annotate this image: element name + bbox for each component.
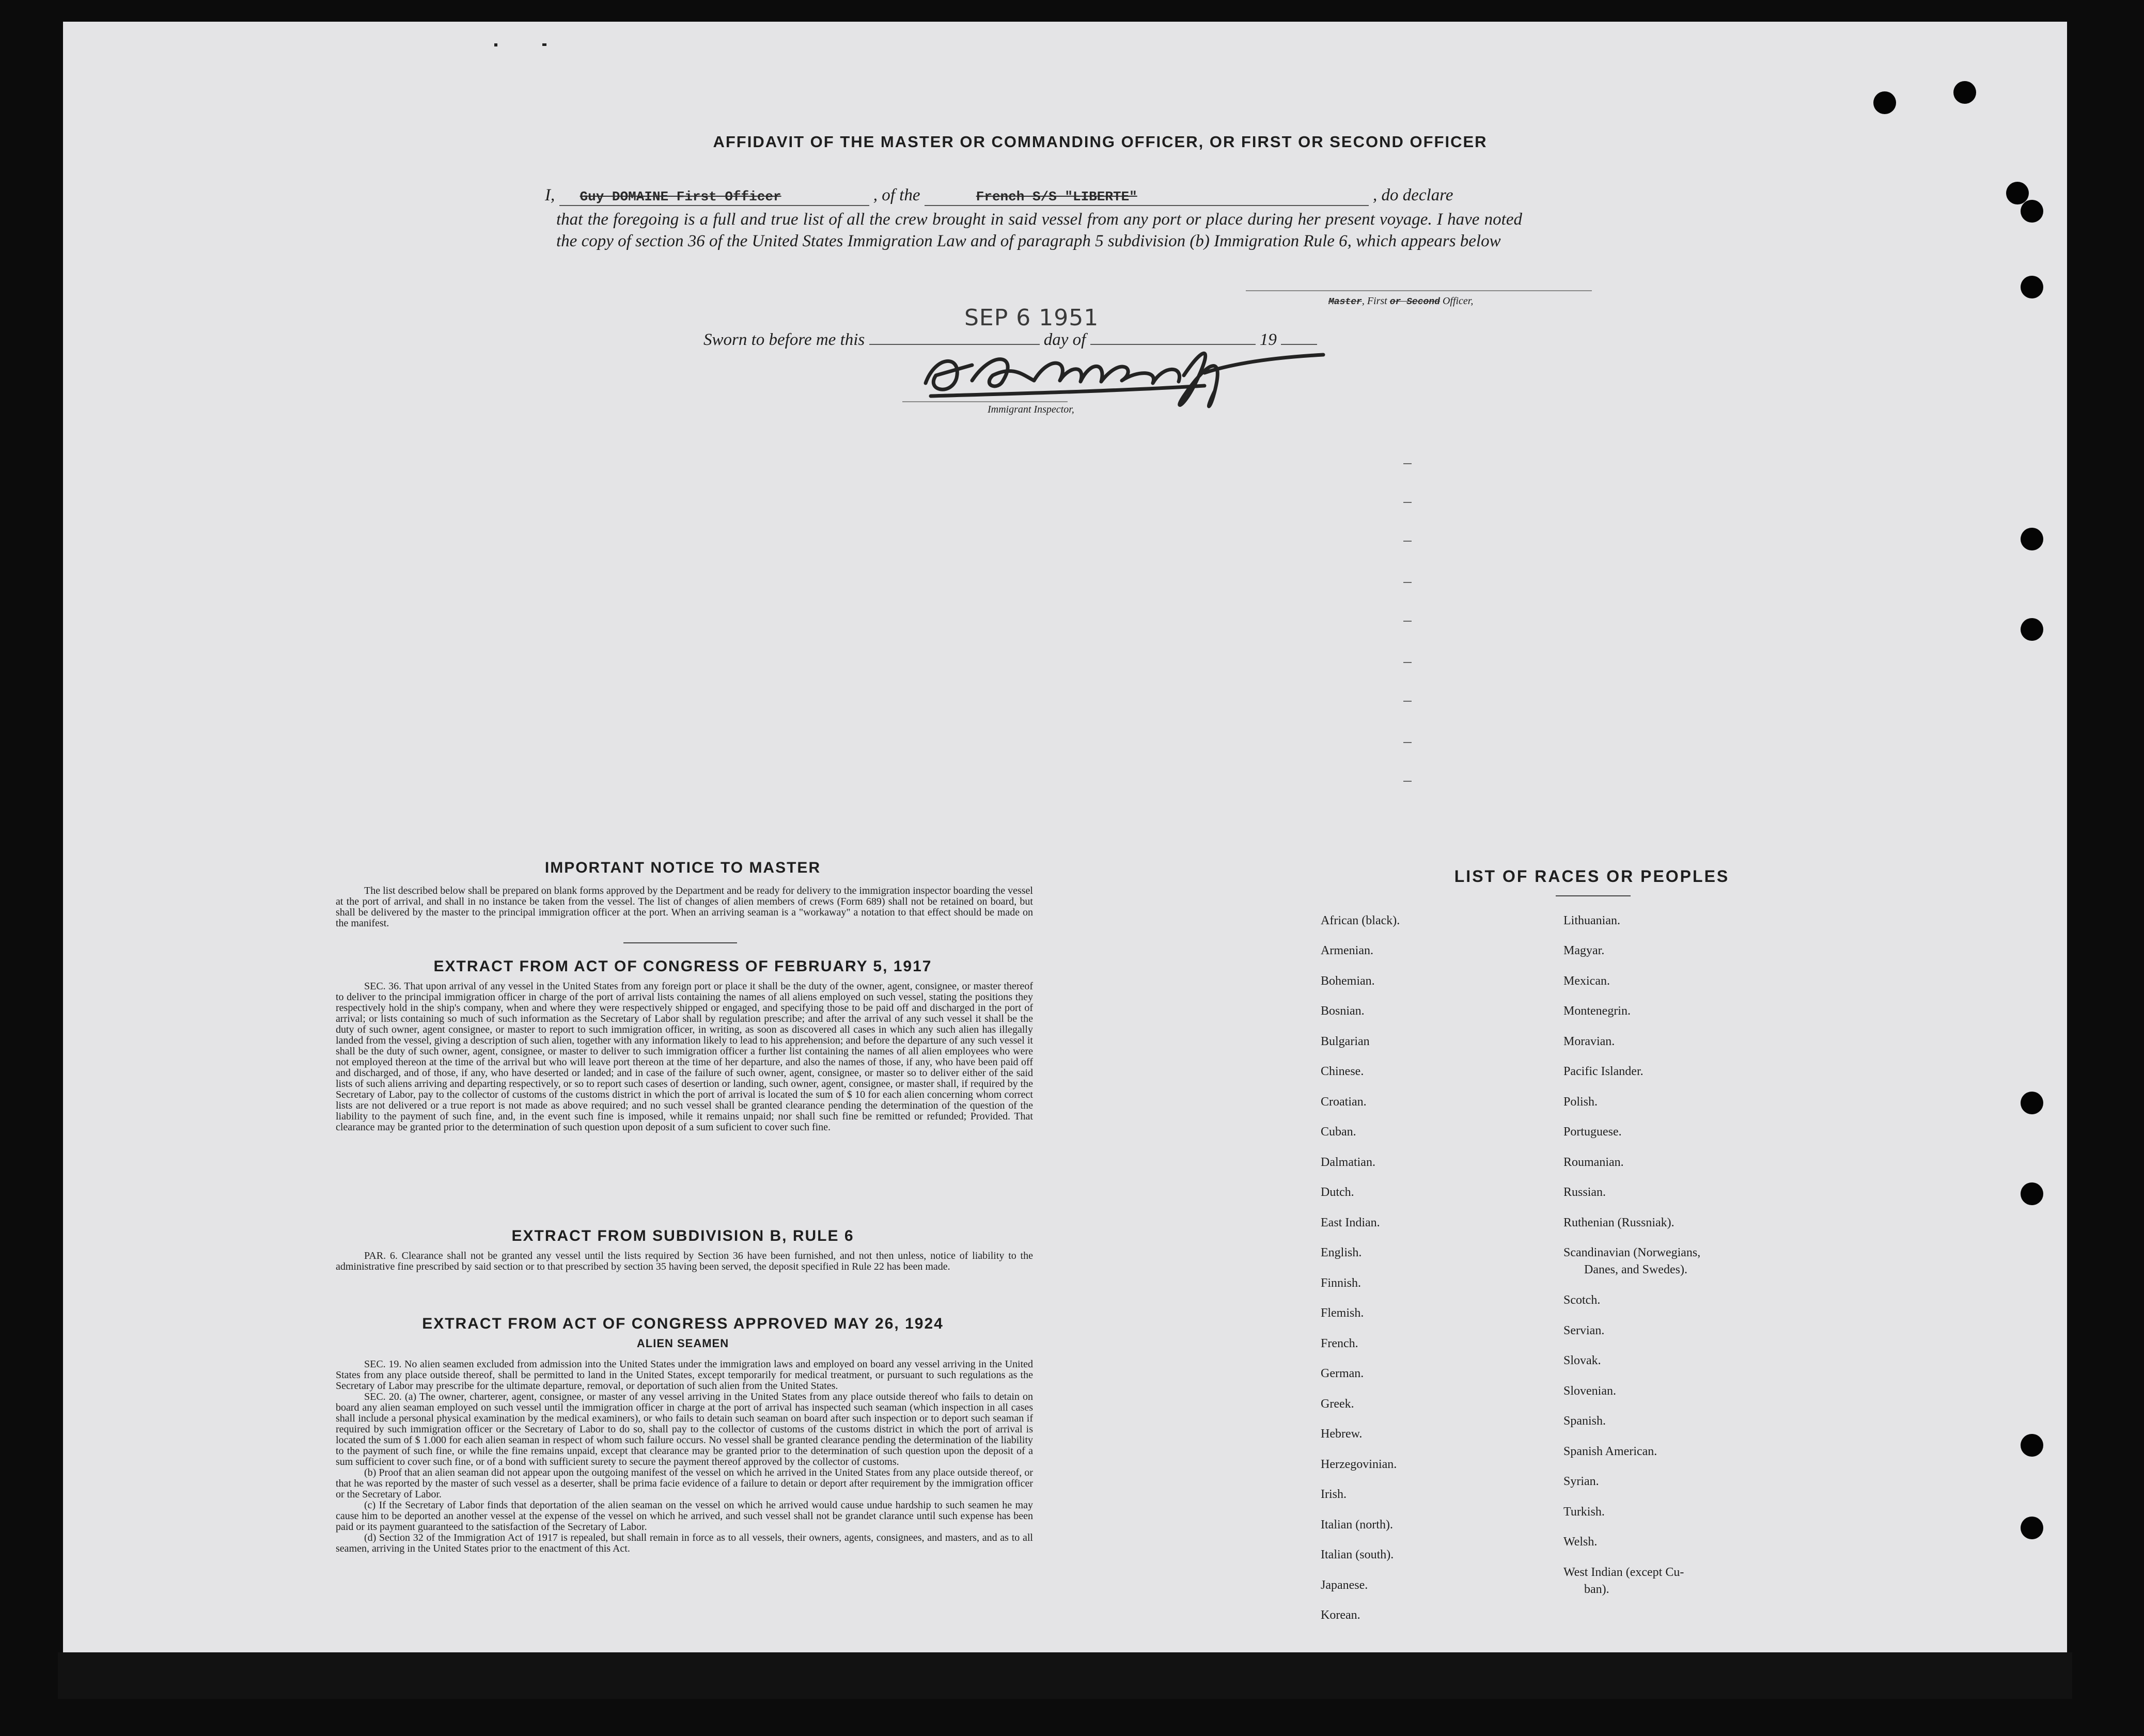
document-page xyxy=(63,22,2067,1691)
extract-1917-text xyxy=(336,981,1033,1133)
do-declare-label: , do declare xyxy=(1372,186,1453,204)
race-item: Herzegovinian. xyxy=(1321,1458,1397,1471)
sec20c-paragraph: (c) If the Secretary of Labor finds that deportation of the alien seaman on the vessel on which he arrived would cause undue hardship to such seamen he may cause him to be deported an another vessel at the expense of the vessel on which he arrived, and such vessel shall not be grandet clarance until such expense has been paid or its payment guaranteed to the satisfaction of the Secretary of Labor. xyxy=(336,1500,1033,1533)
race-item: African (black). xyxy=(1321,914,1400,927)
race-item: Ruthenian (Russniak). xyxy=(1563,1216,1674,1229)
punch-hole xyxy=(2021,528,2043,550)
races-left-column xyxy=(1321,914,1538,1647)
race-item: Flemish. xyxy=(1321,1306,1364,1320)
race-item: Irish. xyxy=(1321,1488,1347,1501)
race-item: Portuguese. xyxy=(1563,1125,1622,1139)
race-item: Scotch. xyxy=(1563,1293,1601,1307)
race-item: Danes, and Swedes). xyxy=(1584,1263,1687,1276)
punch-hole xyxy=(2021,618,2043,641)
race-item: Bohemian. xyxy=(1321,974,1375,988)
races-title: LIST OF RACES OR PEOPLES xyxy=(1454,867,1730,886)
race-item: French. xyxy=(1321,1337,1358,1350)
officer-title-line xyxy=(1328,295,1473,307)
of-the-label: , of the xyxy=(873,186,920,204)
race-item: Dutch. xyxy=(1321,1186,1354,1199)
rule6-title: EXTRACT FROM SUBDIVISION B, RULE 6 xyxy=(511,1227,854,1244)
extract-1924-title: EXTRACT FROM ACT OF CONGRESS APPROVED MAY 26, 1924 xyxy=(422,1315,944,1332)
stray-mark xyxy=(494,43,497,46)
faint-dash xyxy=(1403,541,1412,542)
race-item: Syrian. xyxy=(1563,1475,1599,1488)
sec20b-paragraph: (b) Proof that an alien seaman did not appear upon the outgoing manifest of the vessel on which he arrived in the United States from any place outside thereof, or that he was reported by the master of such vessel as a deserter, shall be prima facie evidence of a failure to detain or deport after requirement by the immigration officer or the Secretary of Labor. xyxy=(336,1467,1033,1500)
faint-dash xyxy=(1403,662,1412,663)
race-item: Italian (south). xyxy=(1321,1548,1394,1561)
race-item: Mexican. xyxy=(1563,974,1610,988)
vessel-name: French S/S "LIBERTE" xyxy=(976,189,1137,204)
race-item: Dalmatian. xyxy=(1321,1156,1375,1169)
page-edge-shadow xyxy=(58,1652,2072,1699)
punch-hole xyxy=(1953,81,1976,104)
declaration-paragraph: that the foregoing is a full and true list of all the crew brought in said vessel from any port or place during her present voyage. I have noted the copy of section 36 of the United States Immigration Law and of paragraph 5 subdivision (b) Immigration Rule 6, which appears below xyxy=(556,210,1522,250)
races-right-column xyxy=(1563,914,1801,1647)
race-item: Chinese. xyxy=(1321,1065,1364,1078)
officer-word: Officer, xyxy=(1442,295,1474,307)
notice-paragraph: The list described below shall be prepared on blank forms approved by the Department and be ready for delivery to the immigration inspector boarding the vessel at the port of arrival, and shall in no instance be taken from the vessel. The list of changes of alien members of crews (Form 689) shall not be retained on board, but shall be delivered by the master to the principal immigration officer at the port. When an arriving seaman is a "workaway" a notation to that effect should be made on the manifest. xyxy=(336,885,1033,929)
race-item: Servian. xyxy=(1563,1324,1605,1337)
vessel-field xyxy=(925,186,1369,206)
punch-hole xyxy=(2021,1434,2043,1457)
race-item: Roumanian. xyxy=(1563,1156,1624,1169)
punch-hole xyxy=(2021,276,2043,298)
officer-struck-second: or Second xyxy=(1389,297,1440,307)
par6-paragraph: PAR. 6. Clearance shall not be granted any vessel until the lists required by Section 36 have been furnished, and not then unless, notice of liability to the administrative fine prescribed by said section or to that prescribed by section 35 having been served, the deposit specified in Rule 22 has been made. xyxy=(336,1250,1033,1272)
extract-1924-text xyxy=(336,1359,1033,1554)
faint-dash xyxy=(1403,621,1412,622)
race-item: Finnish. xyxy=(1321,1276,1361,1290)
race-item: Magyar. xyxy=(1563,944,1605,957)
faint-dash xyxy=(1403,463,1412,464)
sec19-paragraph: SEC. 19. No alien seamen excluded from admission into the United States under the immigration laws and employed on board any vessel arriving in the United States from any place outside thereof, shall be permitted to land in the United States, except temporarily for medical treatment, or pursuant to such regulations as the Secretary of Labor may prescribe for the ultimate departure, removal, or deportation of such alien from the United States. xyxy=(336,1359,1033,1392)
inspector-rule xyxy=(902,401,1068,402)
race-item: Armenian. xyxy=(1321,944,1373,957)
race-item: ban). xyxy=(1584,1583,1609,1596)
notice-text xyxy=(336,886,1033,929)
punch-hole xyxy=(2021,1182,2043,1205)
race-item: East Indian. xyxy=(1321,1216,1380,1229)
pronoun: I, xyxy=(545,186,555,204)
race-item: Russian. xyxy=(1563,1186,1606,1199)
race-item: Spanish American. xyxy=(1563,1445,1657,1458)
race-item: Pacific Islander. xyxy=(1563,1065,1644,1078)
race-item: Hebrew. xyxy=(1321,1427,1363,1441)
race-item: Bosnian. xyxy=(1321,1004,1365,1018)
race-item: Japanese. xyxy=(1321,1579,1368,1592)
race-item: Scandinavian (Norwegians, xyxy=(1563,1246,1701,1259)
race-item: Korean. xyxy=(1321,1608,1360,1622)
declarant-name: Guy DOMAINE First Officer xyxy=(580,189,781,204)
year-prefix: 19 xyxy=(1259,330,1277,349)
faint-dash xyxy=(1403,502,1412,503)
alien-seamen-subtitle: ALIEN SEAMEN xyxy=(636,1337,729,1350)
race-item: Montenegrin. xyxy=(1563,1004,1631,1018)
race-item: Italian (north). xyxy=(1321,1518,1393,1532)
faint-dash xyxy=(1403,582,1412,583)
sec36-paragraph: SEC. 36. That upon arrival of any vessel in the United States from any foreign port or place it shall be the duty of the owner, agent, consignee, or master thereof to deliver to the principal immigration officer in charge of the port of arrival lists containing the names of all aliens employed on such vessel, stating the positions they respectively hold in the ship's company, when and where they were respectively shipped or engaged, and specifying those to be paid off and discharged in the port of arrival; or lists containing so much of such information as the Secretary of Labor shall by regulation prescribe; and after the arrival of any such vessel it shall be the duty of such owner, agent consignee, or master to report to such immigration officer, in writing, as soon as discovered all cases in which any such alien has illegally landed from the vessel, giving a description of such alien, together with any information likely to lead to his apprehension; and before the departure of any such vessel it shall be the duty of such owner, agent, consignee, or master to deliver to such immigration officer a further list containing the names of all alien employees who were not employed thereon at the time of the arrival but who will leave port thereon at the time of her departure, and also the names of those, if any, who have been paid off and discharged, and of those, if any, who have deserted or landed; and in case of the failure of such owner, agent, consignee, or master so to deliver either of the said lists of such aliens arriving and departing respectively, or so to report such cases of desertion or landing, such owner, agent, consignee, or master shall, if required by the Secretary of Labor, pay to the collector of customs of the customs district in which the port of arrival is located the sum of $ 10 for each alien concerning whom correct lists are not delivered or a true report is not made as above required; and no such vessel shall be granted clearance pending the determination of the question of the liability to the payment of such fine, and, in the event such fine is imposed, while it remains unpaid; nor shall such fine be remitted or refunded; Provided. That clearance may be granted prior to the determination of such question upon deposit of a sum suficient to cover such fine. xyxy=(336,981,1033,1133)
race-item: Spanish. xyxy=(1563,1414,1606,1428)
punch-hole xyxy=(2021,1092,2043,1114)
stray-mark xyxy=(542,43,546,46)
inspector-label: Immigrant Inspector, xyxy=(988,404,1074,415)
race-item: Lithuanian. xyxy=(1563,914,1620,927)
race-item: Slovenian. xyxy=(1563,1384,1616,1398)
race-item: Slovak. xyxy=(1563,1354,1601,1367)
race-item: Croatian. xyxy=(1321,1095,1367,1109)
officer-signature-rule xyxy=(1246,290,1592,291)
race-item: Polish. xyxy=(1563,1095,1598,1109)
declarant-field xyxy=(559,186,869,206)
faint-dash xyxy=(1403,742,1412,743)
officer-first: , First xyxy=(1361,295,1387,307)
rule6-text xyxy=(336,1251,1033,1272)
race-item: Welsh. xyxy=(1563,1535,1598,1549)
inspector-signature xyxy=(915,334,1339,417)
sworn-label: Sworn to before me this xyxy=(703,330,865,349)
punch-hole xyxy=(2021,200,2043,223)
sec20d-paragraph: (d) Section 32 of the Immigration Act of 1917 is repealed, but shall remain in force as to all vessels, their owners, agents, consignees, and masters, and as to all seamen, arriving in the United States prior to the enactment of this Act. xyxy=(336,1532,1033,1554)
day-of-label: day of xyxy=(1043,330,1086,349)
faint-dash xyxy=(1403,781,1412,782)
declaration-line xyxy=(545,186,1453,206)
punch-hole xyxy=(2021,1517,2043,1539)
race-item: Moravian. xyxy=(1563,1035,1615,1048)
date-stamp: SEP 6 1951 xyxy=(964,305,1099,331)
sec20a-paragraph: SEC. 20. (a) The owner, charterer, agent, consignee, or master of any vessel arriving in the United States from any place outside thereof who fails to detain on board any alien seaman employed on such vessel until the immigration officer in charge at the port of arrival has inspected such seaman (which inspection in all cases shall include a personal physical examination by the medical examiners), or who fails to detain such seaman on board after such inspection or to deport such seaman if required by such immigration officer or the Secretary of Labor to do so, shall pay to the collector of customs of the customs district in which the port of arrival is located the sum of $ 1.000 for each alien seaman in respect of whom such failure occurs. No vessel shall be granted clearance pending the determination of the liability to the payment of such fine, or while the fine remains unpaid, except that clearance may be granted prior to the determination of such question upon the deposit of a sum sufficient to cover such fine, or of a bond with sufficient surety to secure the payment thereof approved by the collector of customs. xyxy=(336,1391,1033,1467)
extract-1917-title: EXTRACT FROM ACT OF CONGRESS OF FEBRUARY 5, 1917 xyxy=(433,958,932,975)
race-item: West Indian (except Cu- xyxy=(1563,1566,1684,1579)
faint-dash xyxy=(1403,701,1412,702)
race-item: English. xyxy=(1321,1246,1362,1259)
race-item: Bulgarian xyxy=(1321,1035,1370,1048)
affidavit-title: AFFIDAVIT OF THE MASTER OR COMMANDING OFFICER, OR FIRST OR SECOND OFFICER xyxy=(713,133,1488,151)
notice-rule xyxy=(623,942,737,943)
notice-title: IMPORTANT NOTICE TO MASTER xyxy=(544,859,821,876)
races-rule xyxy=(1556,895,1631,896)
race-item: German. xyxy=(1321,1367,1364,1380)
race-item: Turkish. xyxy=(1563,1505,1605,1519)
race-item: Greek. xyxy=(1321,1397,1354,1411)
officer-struck-master: Master xyxy=(1328,297,1362,307)
punch-hole xyxy=(1873,91,1896,114)
race-item: Cuban. xyxy=(1321,1125,1356,1139)
